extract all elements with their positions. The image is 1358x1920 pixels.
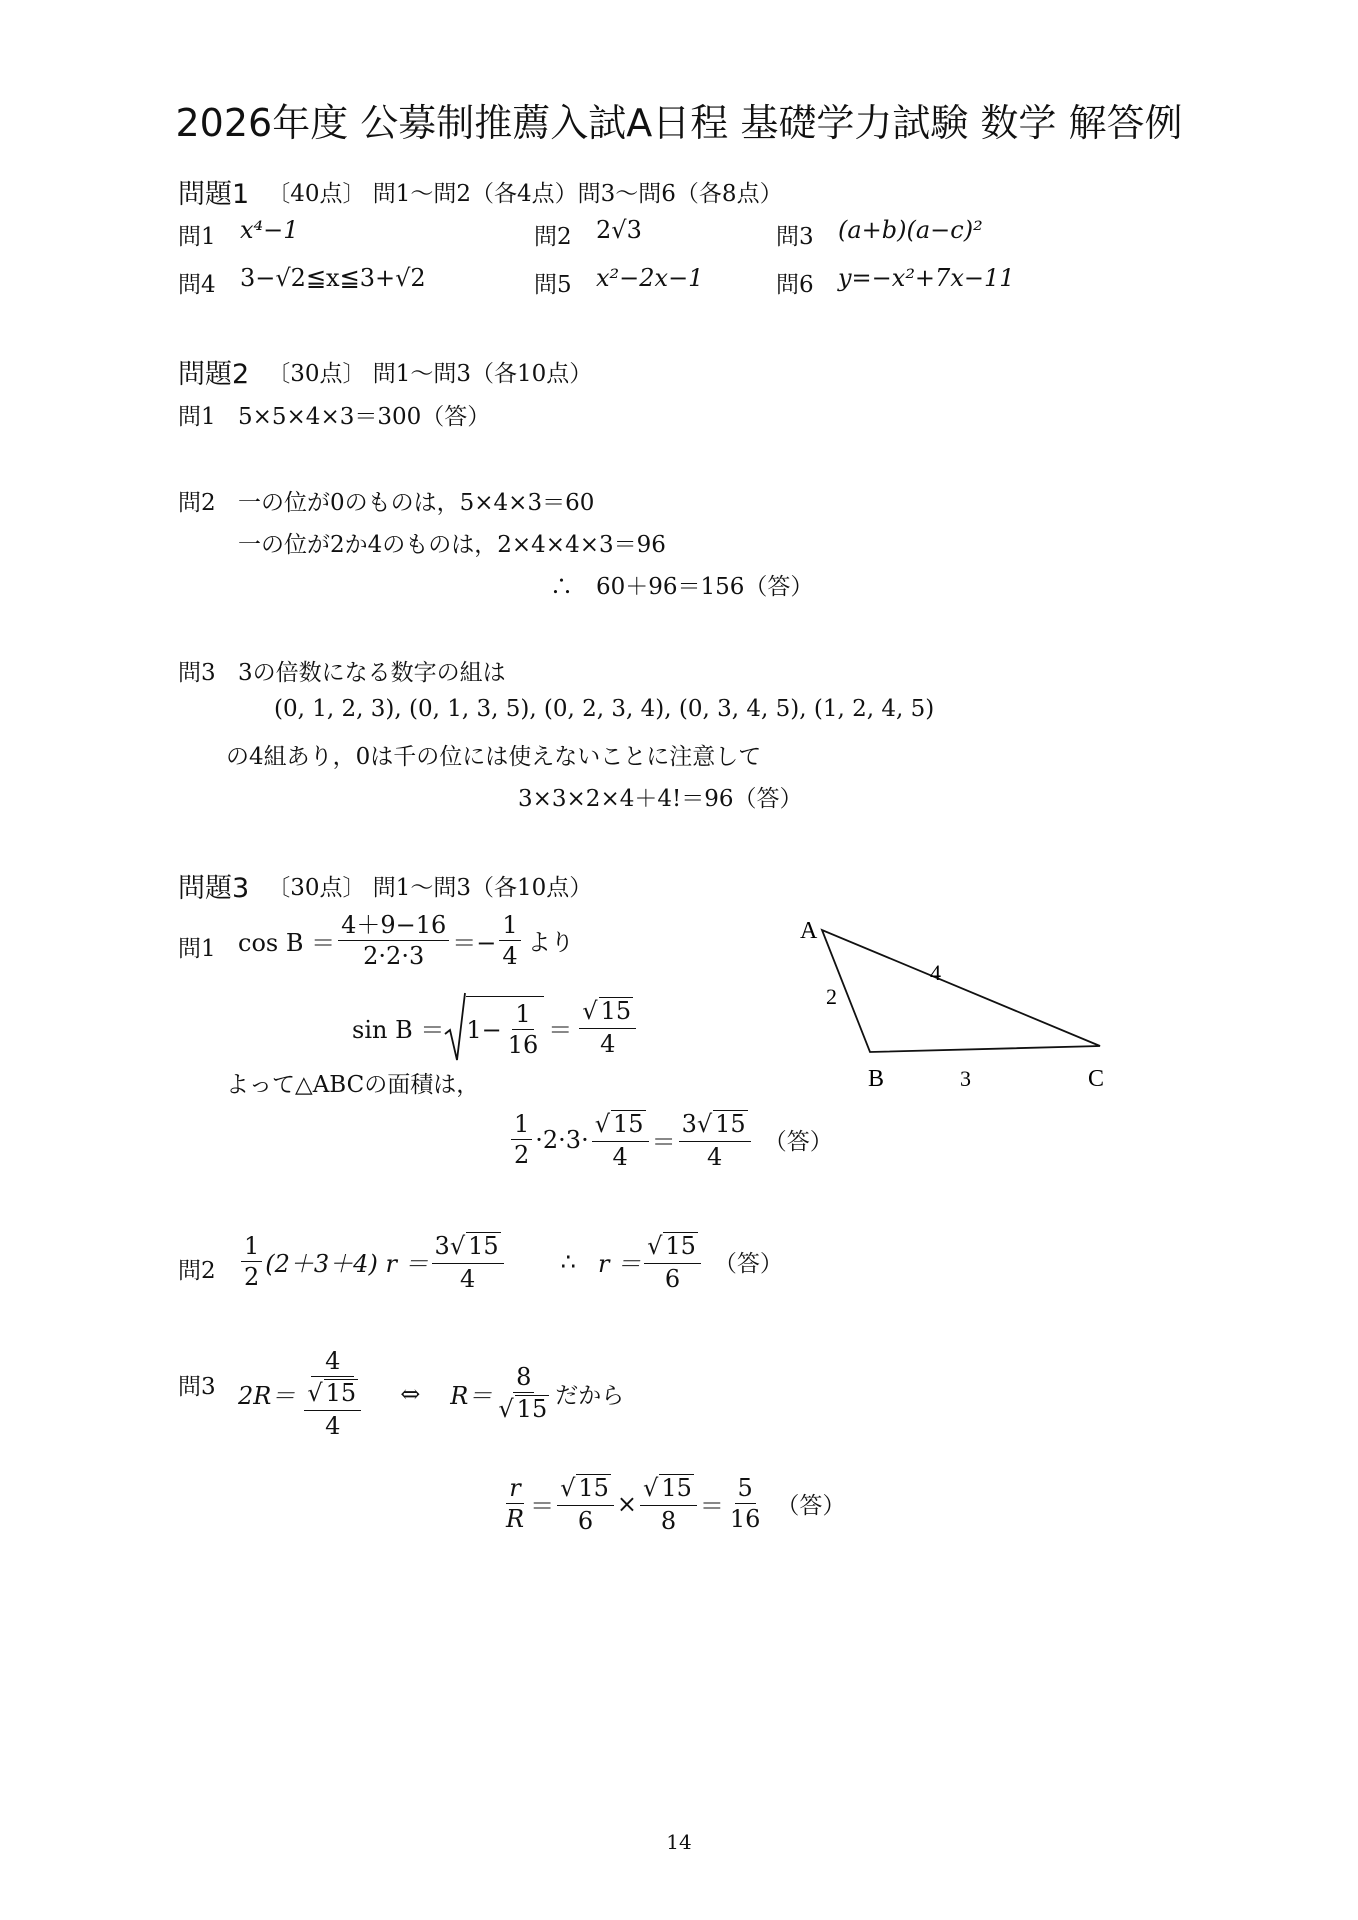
- q3f-frac3-num: √ 15: [640, 1474, 697, 1506]
- cosB-fraction: [338, 912, 449, 970]
- q3f-frac2-radicand: 15: [578, 1474, 609, 1502]
- p2-q2-line1: 一の位が0のものは，5×4×3＝60: [238, 490, 595, 516]
- area-answer-mark: （答）: [763, 1129, 833, 1156]
- area-frac2-num: √ 15: [592, 1110, 649, 1142]
- triangle-diagram: [790, 910, 1110, 1100]
- p1-q4-answer: 3−√2≦x≦3+√2: [240, 264, 426, 292]
- area-frac1-num: 1: [511, 1111, 532, 1140]
- p1-q3-label: 問3: [776, 224, 814, 250]
- q3-complex-den: [298, 1377, 367, 1439]
- cosB-equation: [238, 912, 574, 970]
- triangle-abc: [822, 930, 1100, 1052]
- q3-R: R＝: [450, 1382, 493, 1411]
- q3f-frac3-den: 8: [660, 1506, 677, 1535]
- sinB-result-num: √ 15: [579, 997, 636, 1029]
- q3f-eq2: ＝: [699, 1492, 724, 1521]
- q3f-frac1-den: R: [506, 1505, 525, 1534]
- q3-R-den: √ 15: [498, 1395, 548, 1424]
- sinB-equation: [352, 992, 639, 1062]
- area-frac2: [592, 1110, 649, 1170]
- q3-complex-num: 4: [311, 1348, 354, 1377]
- area-frac1-den: 2: [514, 1141, 530, 1170]
- side-bc-label: 3: [960, 1066, 971, 1091]
- q3-inner-num: √ 15: [304, 1379, 361, 1411]
- q2-therefore: ∴: [560, 1247, 576, 1276]
- q2-frac2-radicand: 15: [468, 1232, 499, 1260]
- cosB-eq: ＝−: [452, 929, 497, 958]
- p2-q1-label: 問1: [178, 404, 216, 430]
- p1-q4-label: 問4: [178, 272, 216, 298]
- big-radical-sign-icon: [444, 992, 466, 1062]
- q3-inner-den: 4: [325, 1411, 341, 1440]
- area-frac2-den: 4: [612, 1142, 628, 1171]
- area-eq: ＝: [651, 1128, 676, 1157]
- cosB-tail: より: [527, 930, 574, 957]
- sinB-inner-fraction: [505, 1001, 542, 1059]
- sinB-result-den: 4: [600, 1029, 616, 1058]
- vertex-c-label: C: [1088, 1066, 1105, 1092]
- cosB-lhs: cos B ＝: [238, 929, 336, 958]
- q3-complex-fraction: [298, 1348, 367, 1439]
- q3f-frac3-radicand: 15: [661, 1474, 692, 1502]
- cosB-result-num: 1: [499, 912, 520, 941]
- cosB-numerator: 4＋9−16: [338, 912, 449, 941]
- q2-frac2-num: 3√ 15: [432, 1232, 504, 1264]
- sinB-radicand: [466, 996, 544, 1059]
- p1-q2-label: 問2: [534, 224, 572, 250]
- q3f-frac2: [557, 1474, 614, 1534]
- q3f-frac4-den: 16: [729, 1505, 761, 1534]
- sinB-result-radicand: 15: [600, 997, 632, 1025]
- q3f-frac1: [503, 1475, 527, 1533]
- sinB-in1: 1−: [466, 1015, 502, 1044]
- p3-q3-equation: [238, 1348, 624, 1439]
- page-number: 14: [666, 1830, 692, 1854]
- p2-q3-line1: 3の倍数になる数字の組は: [238, 660, 506, 686]
- p1-q6-answer: y=−x²+7x−11: [838, 264, 1015, 292]
- q2-frac3-den: 6: [664, 1264, 681, 1293]
- p1-q5-label: 問5: [534, 272, 572, 298]
- q3-R-num: 8: [513, 1364, 534, 1393]
- area-frac1: [511, 1111, 532, 1169]
- q2-frac3-radicand: 15: [665, 1232, 696, 1260]
- p3-q2-equation: [238, 1232, 783, 1292]
- problem3-heading: 問題3: [178, 873, 250, 904]
- p2-q3-line4: 3×3×2×4＋4!＝96（答）: [518, 786, 803, 812]
- q3f-times: ×: [616, 1489, 638, 1518]
- vertex-a-label: A: [800, 918, 818, 944]
- area-frac3-coef: 3: [681, 1110, 697, 1138]
- q2-frac2: [432, 1232, 504, 1292]
- problem2-heading: 問題2: [178, 359, 250, 390]
- area-frac3-den: 4: [706, 1142, 723, 1171]
- side-ab-label: 2: [826, 984, 837, 1009]
- area-frac2-radicand: 15: [613, 1110, 644, 1138]
- problem3-points: 〔30点〕 問1～問3（各10点）: [267, 875, 593, 901]
- q3f-frac1-num: r: [506, 1475, 523, 1504]
- p3-q3-label: 問3: [178, 1374, 216, 1400]
- q3f-frac4-num: 5: [735, 1475, 756, 1504]
- q2-frac3-num: √ 15: [644, 1232, 701, 1264]
- page-title: 2026年度 公募制推薦入試A日程 基礎学力試験 数学 解答例: [175, 101, 1183, 145]
- cosB-result-den: 4: [502, 942, 518, 971]
- area-frac3-num: 3√ 15: [679, 1110, 751, 1142]
- p2-q2-line3: ∴ 60＋96＝156（答）: [550, 574, 814, 600]
- q2-frac1-den: 2: [244, 1263, 260, 1292]
- p1-q3-answer: (a+b)(a−c)²: [838, 216, 983, 244]
- problem1-header: [178, 172, 783, 211]
- p2-q2-label: 問2: [178, 490, 216, 516]
- area-equation: [508, 1110, 833, 1170]
- q2-mid: (2＋3＋4) r ＝: [265, 1250, 429, 1279]
- q3f-frac3: [640, 1474, 697, 1534]
- area-frac3-radicand: 15: [715, 1110, 746, 1138]
- problem2-header: [178, 352, 592, 391]
- p1-q5-answer: x²−2x−1: [596, 264, 704, 292]
- area-text: よって△ABCの面積は，: [226, 1072, 480, 1098]
- q3f-frac2-num: √ 15: [557, 1474, 614, 1506]
- p2-q3-label: 問3: [178, 660, 216, 686]
- p2-q3-line2: (0, 1, 2, 3), (0, 1, 3, 5), (0, 2, 3, 4), (0, 3, 4, 5), (1, 2, 4, 5): [274, 696, 935, 722]
- p3-q1-label: 問1: [178, 936, 216, 962]
- q2-answer-mark: （答）: [713, 1251, 783, 1278]
- q2-frac1: [241, 1233, 262, 1291]
- vertex-b-label: B: [868, 1066, 885, 1092]
- cosB-result: [499, 912, 520, 970]
- area-mid: ·2·3·: [535, 1125, 589, 1154]
- q3-iff: ⇔: [400, 1379, 421, 1408]
- area-frac3: [679, 1110, 751, 1170]
- q3f-frac2-den: 6: [577, 1506, 594, 1535]
- sinB-eq: ＝: [548, 1015, 573, 1044]
- q3f-eq1: ＝: [530, 1492, 555, 1521]
- cosB-denominator: 2·2·3: [363, 942, 425, 971]
- sinB-lhs: sin B ＝: [352, 1015, 445, 1044]
- p1-q1-label: 問1: [178, 224, 216, 250]
- q3-inner-radicand: 15: [325, 1379, 357, 1408]
- p1-q2-answer: 2√3: [596, 216, 642, 244]
- side-ac-label: 4: [930, 960, 941, 985]
- q2-frac3: [644, 1232, 701, 1292]
- p1-q6-label: 問6: [776, 272, 814, 298]
- q2-frac2-coef: 3: [434, 1232, 450, 1260]
- problem1-points: 〔40点〕 問1～問2（各4点）問3～問6（各8点）: [267, 181, 783, 207]
- q3f-frac4: [727, 1475, 764, 1533]
- p2-q1-line: 5×5×4×3＝300（答）: [238, 404, 491, 430]
- p3-q2-label: 問2: [178, 1258, 216, 1284]
- problem1-heading: 問題1: [178, 179, 250, 210]
- q3-R-radicand: 15: [516, 1395, 548, 1424]
- p3-q3-final-equation: [500, 1474, 845, 1534]
- q3-lhs: 2R＝: [238, 1382, 296, 1411]
- p2-q3-line3: の4組あり，0は千の位には使えないことに注意して: [226, 744, 762, 770]
- p2-q2-line2: 一の位が2か4のものは，2×4×4×3＝96: [238, 532, 666, 558]
- q3-tail: だから: [555, 1383, 625, 1410]
- problem2-points: 〔30点〕 問1～問3（各10点）: [267, 361, 593, 387]
- problem3-header: [178, 866, 592, 905]
- q3-inner-fraction: [304, 1379, 361, 1439]
- q2-frac1-num: 1: [241, 1233, 262, 1262]
- q2-frac2-den: 4: [459, 1264, 476, 1293]
- sinB-inner-den: 16: [507, 1031, 539, 1059]
- q3-R-fraction: [495, 1364, 552, 1424]
- sinB-radical: [444, 992, 544, 1062]
- sinB-inner-num: 1: [512, 1001, 533, 1030]
- q3f-answer-mark: （答）: [776, 1493, 846, 1520]
- p1-q1-answer: x⁴−1: [240, 216, 299, 244]
- sinB-result: [579, 997, 636, 1057]
- q2-r: r ＝: [597, 1250, 642, 1279]
